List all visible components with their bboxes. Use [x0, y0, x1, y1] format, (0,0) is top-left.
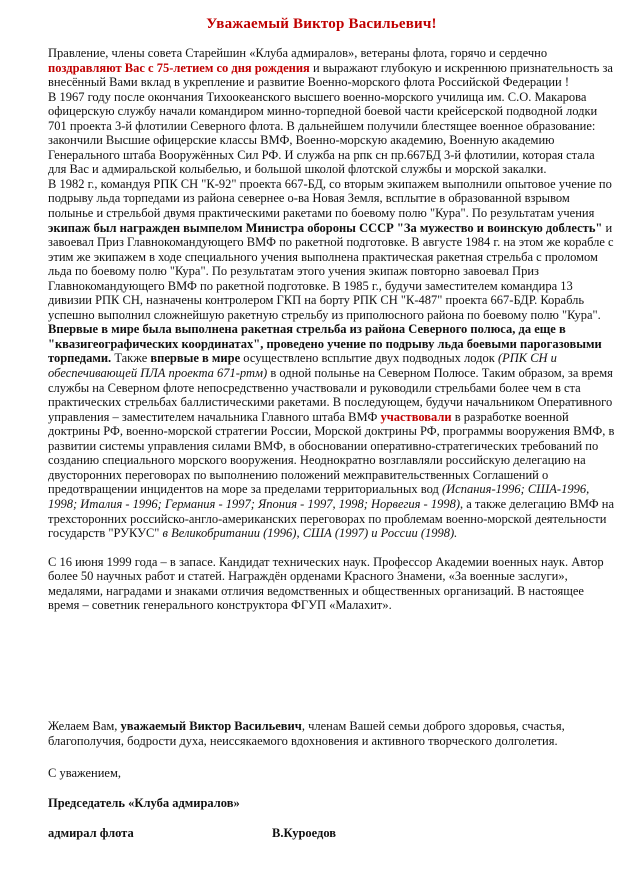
wishes-text-2: , членам Вашей семьи доброго здоровья, счастья, благополучия, бодрости духа, неиссякаемого вдохновения и активного творческого долголетия.: [48, 719, 565, 748]
career-paragraph: [48, 90, 616, 177]
greeting-congrats: поздравляют Вас с 75-летием со дня рождения: [48, 60, 310, 75]
exploits-text-5: в одной полынье на Северном Полюсе. Таким образом, за время службы на Северном флоте непосредственно участвовали и руководили стрельбами более чем в ста практических стрельбах баллистическими ракетами. В последующем, будучи начальником Оперативного управления – заместителем начальника Главного штаба ВМФ: [48, 366, 613, 424]
exploits-paragraph: [48, 177, 616, 541]
exploits-text-6: в разработке военной доктрины РФ, военно-морской стратегии России, Морской доктрины РФ, программы вооружения ВМФ, в развитии системы управления силами ВМФ, в обосновании оперативно-стратегических требований по созданию специального морского вооружения. Неоднократно возглавляли российскую делегацию на двусторонних переговорах по выполнению положений межправительственных Соглашений о предотвращении инцидентов на море за пределами территориальных вод: [48, 409, 615, 497]
wishes-text-1: Желаем Вам,: [48, 719, 121, 733]
career-text: В 1967 году после окончания Тихоокеанского высшего военно-морского училища им. С.О. Макарова офицерскую службу начали командиром минно-торпедной боевой части крейсерской подводной лодки 701 проекта 3-й флотилии Северного флота. В дальнейшем получили блестящее военное образование: закончили Высшие офицерские классы ВМФ, Военно-морскую академию, Военную академию Генерального штаба Вооружённых Сил РФ. И служба на рпк сн пр.667БД 3-й флотилии, которая стала для Вас и адмиральской колыбелью, и большой школой флотской службы и морской закалки.: [48, 89, 598, 177]
wishes-paragraph: [48, 719, 616, 748]
signature-rank: адмирал флота: [48, 826, 134, 840]
exploits-text-4: осуществлено всплытие двух подводных лодок: [240, 351, 498, 366]
greeting-text-2: и выражают глубокую и искреннюю признательность за внесённый Вами вклад в укрепление и развитие Военно-морского флота Российской Федерации !: [48, 60, 613, 90]
exploits-award: экипаж был награжден вымпелом Министра обороны СССР "За мужество и воинскую доблесть": [48, 220, 603, 235]
exploits-text-3: Также: [111, 351, 151, 366]
retirement-paragraph: С 16 июня 1999 года – в запасе. Кандидат технических наук. Профессор Академии военных наук. Автор более 50 научных работ и статей. Награждён орденами Красного Знамени, «За военные заслуги», медалями, наградами и знаками отличия ведомственных и общественных организаций. В настоящее время – советник генерального конструктора ФГУП «Малахит».: [48, 554, 604, 613]
exploits-text-2: и завоевал Приз Главнокомандующего ВМФ по ракетной подготовке. В августе 1984 г. на этом же корабле с этим же экипажем в ходе специального учения выполнена практическая ракетная стрельба с проломом льда по боевому полю "Кура". По результатам этого учения экипаж повторно завоевал Приз Главнокомандующего ВМФ по ракетной подготовке. В 1985 г., будучи заместителем командира 13 дивизии РПК СН, назначены контролером ГКП на борту РПК СН "К-487" проекта 667-БДР. Корабль успешно выполнил сложнейшую ракетную стрельбу из приполюсного района по боевому полю "Кура".: [48, 220, 614, 322]
exploits-submarines-note: (РПК СН и обеспечивающей ПЛА проекта 671-ртм): [48, 351, 557, 381]
letter-body: [48, 46, 616, 613]
regards-line: С уважением,: [48, 766, 121, 780]
exploits-world-first-2: впервые в мире: [150, 351, 241, 366]
exploits-rukus-note: в Великобритании (1996), США (1997) и России (1998).: [162, 526, 458, 541]
exploits-participated: участвовали: [380, 409, 452, 424]
paragraph-gap: [48, 541, 616, 555]
signature-chair: Председатель «Клуба адмиралов»: [48, 796, 240, 810]
exploits-world-first: Впервые в мире была выполнена ракетная стрельба из района Северного полюса, да еще в "квазигеографических координатах", проведено учение по подрыву льда боевыми парогазовыми торпедами.: [48, 322, 602, 366]
letter-title: Уважаемый Виктор Васильевич!: [206, 16, 437, 32]
wishes-addressee: уважаемый Виктор Васильевич: [120, 719, 302, 733]
signature-name: В.Куроедов: [272, 826, 337, 840]
greeting-paragraph: [48, 46, 616, 90]
greeting-text-1: Правление, члены совета Старейшин «Клуба адмиралов», ветераны флота, горячо и сердечно: [48, 46, 548, 60]
exploits-countries-note: (Испания-1996; США-1996, 1998; Италия - 1996; Германия - 1997; Япония - 1997, 1998; Норвегия - 1998): [48, 482, 590, 511]
exploits-text-7: , а также делегацию ВМФ на трехсторонних российско-англо-американских переговорах по проблемам военно-морской деятельности государств "РУКУС": [48, 496, 615, 541]
exploits-text-1: В 1982 г., командуя РПК СН "К-92" проекта 667-БД, со вторым экипажем выполнили опытовое учение по подрыву льда торпедами из района севернее о-ва Новая Земля, всплытие в образованной взрывом полынье и стрельбой двумя практическими ракетами по боевому полю "Кура". По результатам учения: [48, 176, 612, 221]
